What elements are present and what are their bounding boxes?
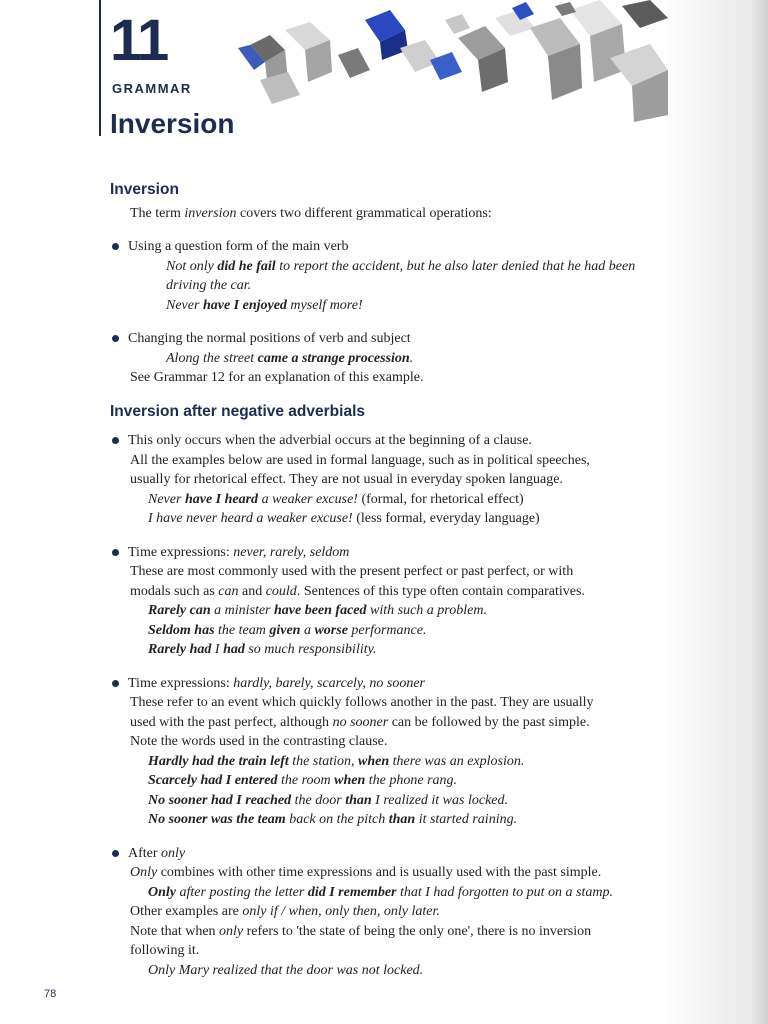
example-line: Rarely can a minister have been faced with such a problem.: [148, 603, 487, 618]
bullet-question-form: Using a question form of the main verb Not only did he fail to report the accident, but he also later denied that he had been driving the car. Never have I enjoyed myself more!: [110, 237, 650, 315]
bullet-dot: [112, 680, 119, 687]
header-rule: [99, 0, 101, 136]
body-line: Other examples are only if / when, only then, only later.: [130, 904, 440, 919]
example-line: Seldom has the team given a worse performance.: [148, 622, 427, 638]
page-number: 78: [44, 988, 57, 1000]
body-line: Note that when only refers to 'the state of being the only one', there is no inversion: [130, 923, 592, 939]
body-line: Only combines with other time expressions and is usually used with the past simple.: [130, 865, 602, 880]
example-line: Only after posting the letter did I remember that I had forgotten to put on a stamp.: [148, 884, 613, 900]
example-line: Along the street came a strange procession.: [166, 350, 414, 366]
example-line: Scarcely had I entered the room when the phone rang.: [148, 773, 458, 788]
example-line: Rarely had I had so much responsibility.: [148, 642, 377, 657]
bullet-time-expressions-hardly: Time expressions: hardly, barely, scarcely, no sooner: [110, 674, 650, 694]
example-line: Never have I heard a weaker excuse! (formal, for rhetorical effect): [148, 491, 524, 507]
bullet-dot: [112, 437, 119, 444]
example-line: No sooner had I reached the door than I realized it was locked.: [148, 792, 508, 808]
bullet-dot: [112, 335, 119, 342]
bullet-time-expressions-never: Time expressions: never, rarely, seldom: [110, 543, 650, 563]
cube-cluster: [238, 0, 668, 122]
body-line: Note the words used in the contrasting clause.: [130, 734, 388, 749]
cubes-decoration: [230, 0, 668, 125]
example-line: No sooner was the team back on the pitch than it started raining.: [148, 812, 518, 827]
bullet-dot: [112, 850, 119, 857]
body-line: used with the past perfect, although no sooner can be followed by the past simple.: [130, 714, 590, 730]
bullet-dot: [112, 549, 119, 556]
unit-number: 11: [110, 8, 168, 73]
unit-title: Inversion: [110, 108, 235, 139]
bullet-beginning-of-clause: This only occurs when the adverbial occurs at the beginning of a clause.: [110, 431, 650, 451]
example-line: Hardly had the train left the station, when there was an explosion.: [148, 753, 525, 769]
example-line: I have never heard a weaker excuse! (less formal, everyday language): [148, 511, 540, 526]
section-heading-negative-adverbials: Inversion after negative adverbials: [110, 402, 365, 420]
body-line: usually for rhetorical effect. They are not usual in everyday spoken language.: [130, 472, 563, 487]
main-content: [110, 180, 650, 980]
example-line: Not only did he fail to report the accident, but he also later denied that he had been: [166, 258, 636, 274]
bullet-after-only: After only: [110, 844, 650, 864]
example-line: driving the car.: [166, 278, 252, 293]
example-line: Never have I enjoyed myself more!: [166, 297, 363, 313]
intro-paragraph: The term inversion covers two different grammatical operations:: [130, 205, 492, 221]
body-line: These refer to an event which quickly follows another in the past. They are usually: [130, 695, 594, 710]
body-line: These are most commonly used with the present perfect or past perfect, or with: [130, 564, 574, 579]
bullet-verb-subject: Changing the normal positions of verb and subject Along the street came a strange procession.: [110, 329, 650, 368]
body-line: following it.: [130, 943, 200, 958]
section-heading-inversion: Inversion: [110, 181, 179, 198]
page-gutter-shadow: [658, 0, 768, 1024]
body-line: modals such as can and could. Sentences of this type often contain comparatives.: [130, 583, 585, 599]
example-line: Only Mary realized that the door was not locked.: [148, 962, 424, 978]
cross-reference-note: See Grammar 12 for an explanation of this example.: [130, 370, 424, 385]
unit-label: GRAMMAR: [112, 81, 192, 96]
bullet-dot: [112, 243, 119, 250]
body-line: All the examples below are used in formal language, such as in political speeches,: [130, 452, 590, 468]
